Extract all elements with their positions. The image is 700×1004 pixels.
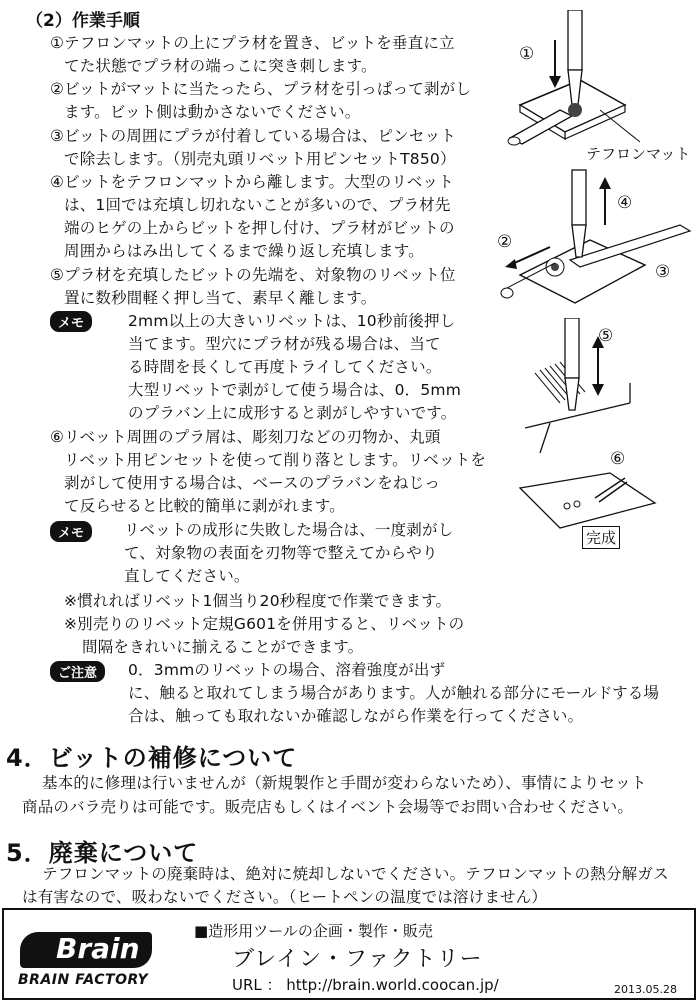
figure-1-number: ① <box>519 44 535 64</box>
memo-badge-2: メモ <box>50 521 92 542</box>
logo-text: Brain <box>56 932 140 965</box>
step-4-line-2: は、1回では充填し切れないことが多いので、プラ材先 <box>64 196 451 214</box>
section-5-body-line-2: は有害なので、吸わないでください。（ヒートペンの温度では溶けません） <box>22 888 548 906</box>
logo-subtitle: BRAIN FACTORY <box>18 972 149 988</box>
caution-line-1: 0．3mmのリベットの場合、溶着強度が出ず <box>128 661 446 679</box>
memo-1-line-1: 2mm以上の大きいリベットは、10秒前後押し <box>128 312 456 330</box>
footer-box <box>2 908 696 1000</box>
figure-6-number: ⑥ <box>610 449 626 469</box>
step-4-line-4: 周囲からはみ出してくるまで繰り返し充填します。 <box>64 242 424 260</box>
document-date: 2013.05.28 <box>614 983 677 996</box>
step-6-line-2: リベット用ピンセットを使って削り落とします。リベットを <box>64 451 487 469</box>
note-2: ※別売りのリベット定規G601を併用すると、リベットの <box>64 615 465 633</box>
brain-logo <box>20 932 152 968</box>
step-6-line-1: ⑥リベット周囲のプラ屑は、彫刻刀などの刃物か、丸頭 <box>50 428 441 446</box>
step-4-line-3: 端のヒゲの上からビットを押し付け、プラ材がビットの <box>64 219 455 237</box>
section-4-heading: 4．ビットの補修について <box>6 744 298 772</box>
step-6-line-4: て反らせると比較的簡単に剥がれます。 <box>64 497 345 515</box>
step-4-line-1: ④ビットをテフロンマットから離します。大型のリベット <box>50 173 454 191</box>
figure-steps-2-3-4 <box>495 165 695 305</box>
memo-2-line-1: リベットの成形に失敗した場合は、一度剥がし <box>124 521 454 539</box>
caution-line-3: 合は、触っても取れないか確認しながら作業を行ってください。 <box>128 707 584 725</box>
section-5-body-line-1: テフロンマットの廃棄時は、絶対に焼却しないでください。テフロンマットの熱分解ガス <box>42 865 669 883</box>
step-5-line-2: 置に数秒間軽く押し当て、素早く離します。 <box>64 289 377 307</box>
memo-1-line-3: る時間を長くして再度トライしてください。 <box>128 358 442 376</box>
company-name: ブレイン・ファクトリー <box>232 947 483 972</box>
step-2-line-1: ②ビットがマットに当たったら、プラ材を引っぱって剥がし <box>50 80 472 98</box>
footer-tagline: ■造形用ツールの企画・製作・販売 <box>194 922 433 940</box>
figure-3-number: ③ <box>655 262 671 282</box>
memo-1-line-5: のプラバン上に成形すると剥がしやすいです。 <box>128 404 457 422</box>
section-4-body-line-1: 基本的に修理は行いませんが（新規製作と手間が変わらないため）、事情によりセット <box>42 774 647 792</box>
memo-2-line-2: て、対象物の表面を刃物等で整えてからやり <box>124 544 438 562</box>
step-1-line-2: てた状態でプラ材の端っこに突き刺します。 <box>64 57 377 75</box>
step-2-line-2: ます。ビット側は動かさないでください。 <box>64 103 361 121</box>
section-4-body-line-2: 商品のバラ売りは可能です。販売店もしくはイベント会場等でお問い合わせください。 <box>22 798 634 816</box>
company-url[interactable]: URL ： http://brain.world.coocan.jp/ <box>232 976 499 994</box>
caution-badge: ご注意 <box>50 661 105 682</box>
teflon-mat-label: テフロンマット <box>586 145 691 163</box>
step-5-line-1: ⑤プラ材を充填したビットの先端を、対象物のリベット位 <box>50 266 456 284</box>
step-3-line-1: ③ビットの周囲にプラが付着している場合は、ピンセット <box>50 127 456 145</box>
section-heading-procedure: （2）作業手順 <box>26 11 140 31</box>
figure-2-number: ② <box>497 232 513 252</box>
caution-line-2: に、触ると取れてしまう場合があります。人が触れる部分にモールドする場 <box>128 684 660 702</box>
figure-4-number: ④ <box>617 193 633 213</box>
done-label: 完成 <box>582 526 620 549</box>
memo-2-line-3: 直してください。 <box>124 567 250 585</box>
section-5-heading: 5．廃棄について <box>6 839 199 867</box>
note-1: ※慣れればリベット1個当り20秒程度で作業できます。 <box>64 592 452 610</box>
memo-1-line-4: 大型リベットで剥がして使う場合は、0．5mm <box>128 381 462 399</box>
step-3-line-2: で除去します。（別売丸頭リベット用ピンセットT850） <box>64 150 456 168</box>
step-1-line-1: ①テフロンマットの上にプラ材を置き、ビットを垂直に立 <box>50 34 455 52</box>
note-3: 間隔をきれいに揃えることができます。 <box>82 638 364 656</box>
memo-1-line-2: 当てます。型穴にプラ材が残る場合は、当て <box>128 335 441 353</box>
figure-5-number: ⑤ <box>598 326 614 346</box>
memo-badge-1: メモ <box>50 311 92 332</box>
step-6-line-3: 剥がして使用する場合は、ベースのプラバンをねじっ <box>64 474 441 492</box>
